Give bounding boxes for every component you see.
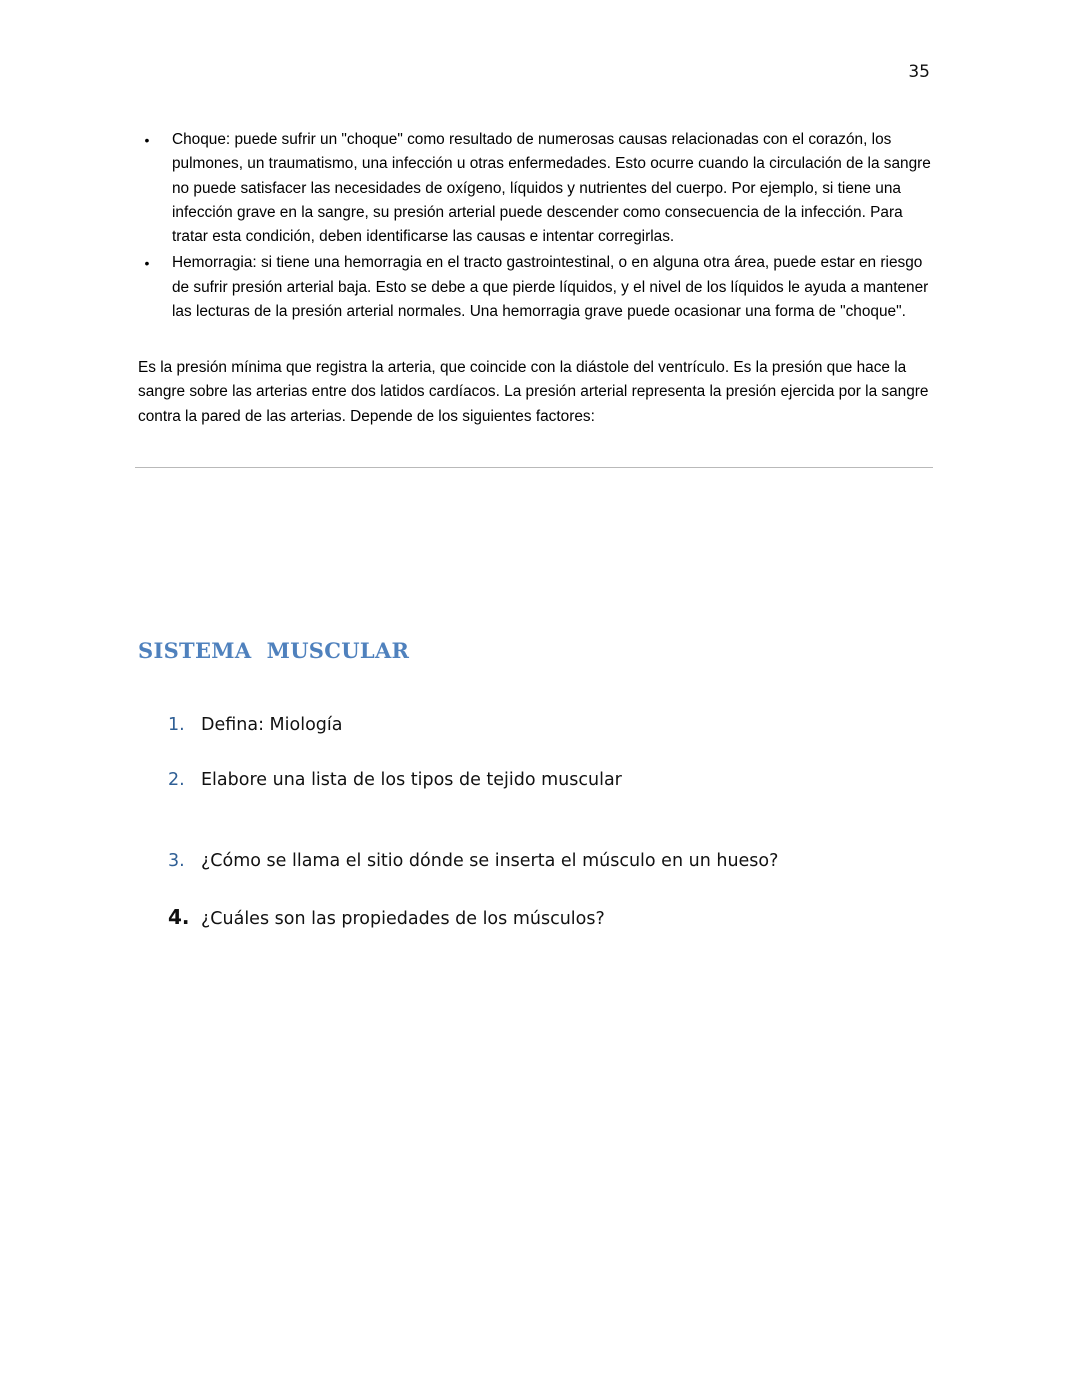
question-item: [168, 770, 622, 790]
bullet-item-hemorragia: [138, 251, 938, 324]
page-number: 35: [908, 62, 930, 82]
body-paragraph: Es la presión mínima que registra la arteria, que coincide con la diástole del ventrículo. Es la presión que hace la sangre sobre las arterias entre dos latidos cardíacos. La presión arterial representa la presión ejercida por la sangre contra la pared de las arterias. Depende de los siguientes factores:: [138, 359, 929, 425]
question-text: Defina: Miología: [201, 715, 343, 735]
horizontal-divider: [135, 467, 933, 468]
bullet-text: Choque: puede sufrir un "choque" como resultado de numerosas causas relacionadas con el corazón, los pulmones, un traumatismo, una infección u otras enfermedades. Esto ocurre cuando la circulación de la sangre no puede satisfacer las necesidades de oxígeno, líquidos y nutrientes del cuerpo. Por ejemplo, si tiene una infección grave en la sangre, su presión arterial puede descender como consecuencia de la infección. Para tratar esta condición, deben identificarse las causas e intentar corregirlas.: [172, 131, 931, 246]
question-item: [168, 715, 342, 735]
question-item: [168, 851, 778, 871]
question-text: Elabore una lista de los tipos de tejido muscular: [201, 770, 622, 790]
question-number: 1.: [168, 715, 185, 735]
question-text: ¿Cómo se llama el sitio dónde se inserta el músculo en un hueso?: [201, 851, 779, 871]
question-item: [168, 905, 605, 929]
bullet-text: Hemorragia: si tiene una hemorragia en el tracto gastrointestinal, o en alguna otra área, puede estar en riesgo de sufrir presión arterial baja. Esto se debe a que pierde líquidos, y el nivel de los líquidos le ayuda a mantener las lecturas de la presión arterial normales. Una hemorragia grave puede ocasionar una forma de "choque".: [172, 254, 929, 321]
question-number: 3.: [168, 851, 185, 871]
question-number: 2.: [168, 770, 185, 790]
bullet-marker: •: [144, 132, 150, 148]
bullet-marker: •: [144, 255, 150, 272]
question-text: ¿Cuáles son las propiedades de los músculos?: [201, 909, 605, 929]
question-number: 4.: [168, 905, 190, 929]
bullet-item-choque: [138, 128, 938, 249]
bullet-list: [138, 128, 938, 326]
section-title: SISTEMA MUSCULAR: [138, 638, 410, 663]
